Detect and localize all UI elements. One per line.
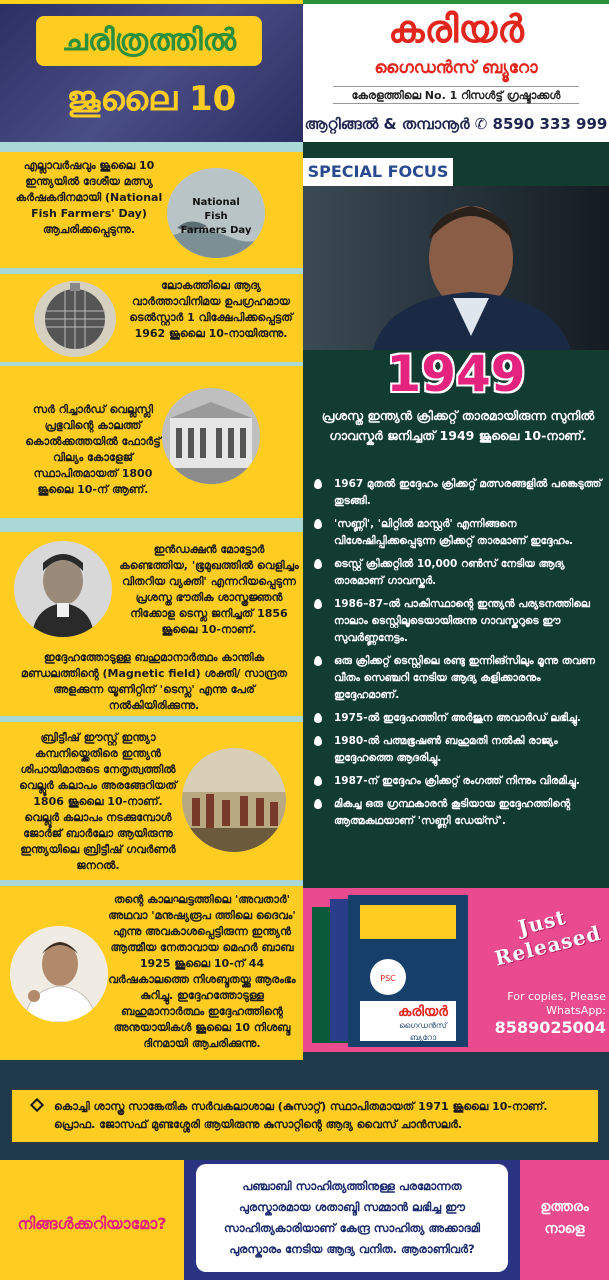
focus-year: 1949 — [386, 345, 526, 403]
drop-bullet-icon — [314, 736, 322, 746]
brand-locations: ആറ്റിങ്ങൽ & തമ്പാനൂർ — [304, 115, 470, 133]
drop-bullet-icon — [314, 599, 322, 609]
fort-william-college-image — [162, 388, 260, 484]
quiz-question: പഞ്ചാബി സാഹിത്യത്തിനുള്ള പരമോന്നത പുരസ്കാരമായ ശതാബ്ദി സമ്മാൻ ലഭിച്ച ഈ സാഹിത്യകാരിയാണ് കേന്ദ്ര സാഹിത്യ അക്കാദമി പുരസ്കാരം നേടിയ ആദ്യ വനിത. ആരാണിവർ? — [224, 1179, 480, 1256]
drop-bullet-icon — [314, 656, 322, 666]
drop-bullet-icon — [314, 713, 322, 723]
history-card-text: ബ്രിട്ടീഷ് ഈസ്റ്റ് ഇന്ത്യാ കമ്പനിയ്ക്കെതിരെ ഇന്ത്യൻ ശിപായിമാരുടെ നേതൃത്വത്തിൽ വെല്ലൂർ കലാപം അരങ്ങേറിയത് 1806 ജൂലൈ 10-നാണ്. വെല്ലൂർ കലാപം നടക്കുമ്പോൾ ജോർജ് ബാർലോ ആയിരുന്നു ഇന്ത്യയിലെ ബ്രിട്ടീഷ് ഗവർണർ ജനറൽ. — [19, 731, 177, 872]
history-card-text: ലോകത്തിലെ ആദ്യ വാർത്താവിനിമയ ഉപഗ്രഹമായ ടെൽസ്റ്റാർ 1 വിക്ഷേപിക്കപ്പെട്ടത് 1962 ജൂലൈ 10-നായിരുന്നു. — [129, 279, 293, 340]
brand-subtitle: ഗൈഡൻസ് ബ്യൂറോ — [374, 58, 538, 78]
whatsapp-number[interactable]: 8589025004 — [494, 1018, 606, 1037]
brand-contact — [303, 112, 609, 136]
book-brand: കരിയർ — [398, 1004, 448, 1020]
page-title: ചരിത്രത്തിൽ — [36, 16, 262, 66]
history-card-text: തന്റെ കാലഘട്ടത്തിലെ 'അവതാർ' അഥവാ 'മനുഷ്യരൂപ ത്തിലെ ദൈവം' എന്നു അവകാശപ്പെട്ടിരുന്ന ഇന്ത്യൻ ആത്മീയ നേതാവായ മെഹർ ബാബ 1925 ജൂലൈ 10-ന് 44 വർഷകാലത്തെ നിശബ്ദതയ്ക്കു ആരംഭം കുറിച്ചു. ഇദ്ദേഹത്തോടുള്ള ബഹുമാനാർത്ഥം ഇദ്ദേഹത്തിന്റെ അനുയായികൾ ജൂലൈ 10 നിശബ്ദ ദിനമായി ആചരിക്കുന്നു. — [108, 893, 296, 1050]
special-focus-label: SPECIAL FOCUS — [303, 158, 453, 186]
drop-bullet-icon — [314, 479, 322, 489]
svg-text:PSC: PSC — [380, 974, 396, 983]
drop-bullet-icon — [314, 519, 322, 529]
book-brand-sub: ഗൈഡൻസ് ബ്യൂറോ — [399, 1021, 447, 1042]
history-card-text: എല്ലാവർഷവും ജൂലൈ 10 ഇന്ത്യയിൽ ദേശീയ മത്സ്യ കർഷകദിനമായി (National Fish Farmers' Day) ആചരിക്കപ്പെടുന്നു. — [15, 159, 163, 236]
history-card-text: സർ റിച്ചാർഡ് വെല്ലസ്ലി പ്രഭുവിന്റെ കാലത്ത് കൊൽക്കത്തയിൽ ഫോർട്ട് വില്യം കോളേജ് സ്ഥാപിതമായത് 1800 ജൂലൈ 10-ന് ആണ്. — [25, 403, 161, 496]
did-you-know-label: നിങ്ങൾക്കറിയാമോ? — [17, 1214, 167, 1233]
drop-bullet-icon — [314, 776, 322, 786]
list-item: 1967 മുതൽ ഇദ്ദേഹം ക്രിക്കറ്റ് മത്സരങ്ങളിൽ പങ്കെടുത്ത് തുടങ്ങി. — [306, 476, 604, 510]
list-item: 1986–87–ൽ പാകിസ്ഥാന്റെ ഇന്ത്യൻ പര്യടനത്തിലെ നാലാം ടെസ്റ്റിലൂടെയായിരുന്നു ഗാവസ്കറുടെ ഈ സുവർണ്ണനേട്ടം. — [306, 596, 604, 647]
brand-logo-text: കരിയർ — [388, 6, 524, 51]
focus-headline: പ്രശസ്ത ഇന്ത്യൻ ക്രിക്കറ്റ് താരമായിരുന്ന സുനിൽ ഗാവസ്കർ ജനിച്ചത് 1949 ജൂലൈ 10-നാണ്. — [321, 408, 595, 443]
answer-tomorrow-label: ഉത്തരം നാളെ — [540, 1199, 589, 1237]
history-card-text: ഇൻഡക്ഷൻ മോട്ടോർ കണ്ടെത്തിയ, 'ഭൂമുഖത്തിൽ വെളിച്ചം വിതറിയ വ്യക്തി' എന്നറിയപ്പെടുന്ന പ്രശസ്ത ഭൗതിക ശാസ്ത്രജ്ഞൻ നിക്കോള ടെസ്ല ജനിച്ചത് 1856 ജൂലൈ 10-നാണ്. — [119, 543, 299, 636]
drop-bullet-icon — [314, 799, 322, 809]
list-item: 1987-ന് ഇദ്ദേഹം ക്രിക്കറ്റ് രംഗത്ത് നിന്നും വിരമിച്ചു. — [306, 773, 604, 790]
header-accent-strip — [303, 0, 609, 4]
history-card-text-continued: ഇദ്ദേഹത്തോടുള്ള ബഹുമാനാർത്ഥം കാന്തിക മണ്ഡലത്തിന്റെ (Magnetic field) ശക്തി/ സാന്ദ്രത അളക്കുന്ന യൂണിറ്റിന് 'ടെസ്ല' എന്നു പേര് നൽകിയിരിക്കുന്നു. — [21, 651, 287, 712]
brand-phone[interactable]: 8590 333 999 — [492, 115, 608, 133]
list-item: ഒരു ക്രിക്കറ്റ് ടെസ്റ്റിലെ രണ്ടു ഇന്നിങ്സിലും മൂന്നു തവണ വീതം സെഞ്ചറി നേടിയ ആദ്യ കളിക്കാരനും ഇദ്ദേഹമാണ്. — [306, 653, 604, 704]
list-item: ടെസ്റ്റ് ക്രിക്കറ്റിൽ 10,000 റൺസ് നേടിയ ആദ്യ താരമാണ് ഗാവസ്കർ. — [306, 556, 604, 590]
phone-icon: ✆ — [474, 115, 488, 133]
focus-facts-list — [306, 476, 604, 836]
list-item: 1975-ൽ ഇദ്ദേഹത്തിന് അർജുന അവാർഡ് ലഭിച്ചു. — [306, 710, 604, 727]
telstar-satellite-image — [34, 281, 116, 357]
copies-instruction: For copies, Please WhatsApp: — [507, 990, 606, 1017]
fish-day-caption: National Fish Farmers Day — [180, 197, 252, 236]
vellore-mutiny-image — [182, 748, 286, 852]
sunil-gavaskar-portrait-image — [303, 186, 609, 350]
list-item: 1980-ൽ പത്മഭൂഷൺ ബഹുമതി നൽകി രാജ്യം ഇദ്ദേഹത്തെ ആദരിച്ചു. — [306, 733, 604, 767]
tesla-portrait-image — [14, 541, 112, 637]
list-item: മികച്ച ഒരു ഗ്രന്ഥകാരൻ കൂടിയായ ഇദ്ദേഹത്തിന്റെ ആത്മകഥയാണ് 'സണ്ണി ഡേയ്സ്'. — [306, 796, 604, 830]
just-released-badge: Just Released — [492, 904, 604, 971]
page-date: ജൂലൈ 10 — [66, 79, 237, 119]
brand-tagline: കേരളത്തിലെ No. 1 റിസൾട്ട് ഗ്രഷ്ടാക്കൾ — [333, 86, 579, 104]
meher-baba-portrait-image — [10, 926, 108, 1022]
drop-bullet-icon — [314, 559, 322, 569]
bottom-note-text: കൊച്ചി ശാസ്ത്ര സാങ്കേതിക സർവകലാശാല (കുസാറ്റ്) സ്ഥാപിതമായത് 1971 ജൂലൈ 10-നാണ്. പ്രൊഫ. ജോസഫ് മുണ്ടശ്ശേരി ആയിരുന്നു കുസാറ്റിന്റെ ആദ്യ വൈസ് ചാൻസലർ. — [54, 1100, 548, 1131]
list-item: 'സണ്ണി', 'ലിറ്റിൽ മാസ്റ്റർ' എന്നിങ്ങനെ വിശേഷിപ്പിക്കപ്പെടുന്ന ക്രിക്കറ്റ് താരമാണ് ഇദ്ദേഹം. — [306, 516, 604, 550]
